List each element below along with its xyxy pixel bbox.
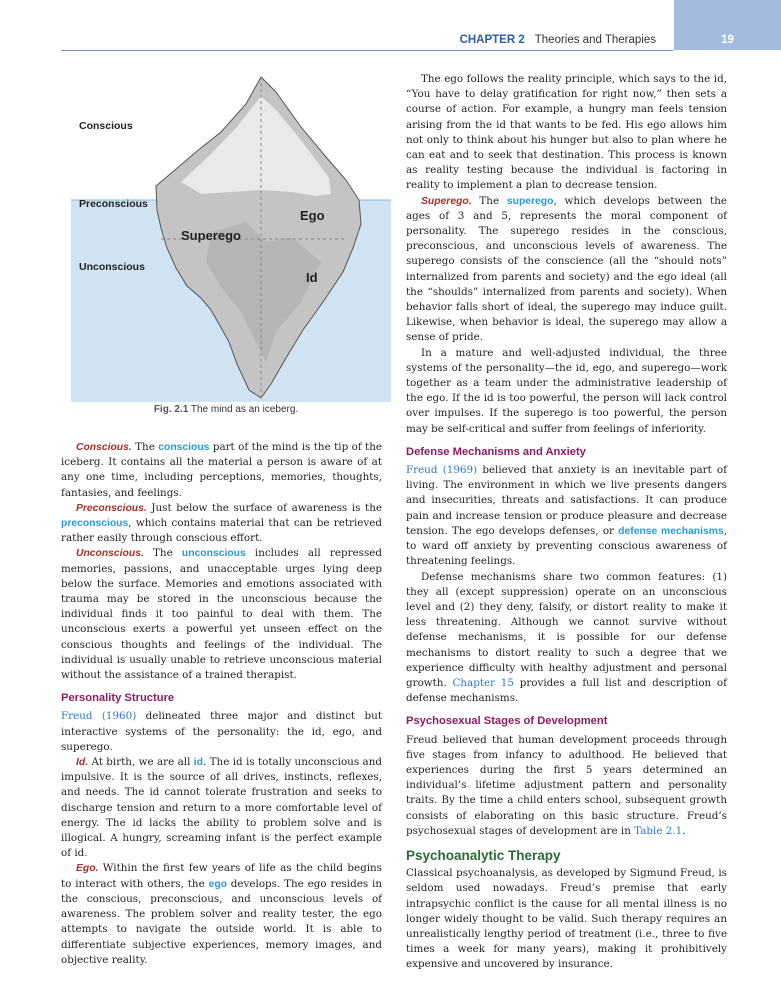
para-preconscious (61, 501, 382, 547)
para-defense-1 (406, 463, 727, 569)
para-personality (61, 709, 382, 755)
term-superego: Superego. (421, 195, 472, 207)
keyword-superego: superego (506, 195, 554, 207)
heading-defense-mechanisms: Defense Mechanisms and Anxiety (406, 445, 586, 458)
para-unconscious (61, 546, 382, 683)
text: provides a full list and description of defense mechanisms. (406, 676, 727, 705)
label-superego: Superego (181, 228, 241, 243)
para-ego (61, 861, 382, 967)
text: At birth, we are all (88, 756, 194, 769)
label-ego: Ego (300, 208, 325, 223)
keyword-unconscious: unconscious (181, 548, 246, 560)
term-unconscious: Unconscious. (76, 548, 144, 560)
para-id (61, 755, 382, 861)
keyword-conscious: conscious (158, 442, 210, 453)
text: . The id is totally unconscious and impulsive. It is the source of all drives, instincts, reflexes, and needs. The id cannot tolerate frustration and seeks to discharge tension and return to a more comfortable level of energy. The id lacks the ability to problem solve and is illogical. A hungry, screaming infant is the perfect example of id. (61, 756, 382, 860)
page-number: 19 (721, 34, 734, 46)
text: , to ward off anxiety by preventing conscious awareness of threatening feelings. (406, 524, 727, 568)
text: Freud believed that human development proceeds through five stages from infancy to adulthood. He believed that experiences during the first 5 years determined an individual’s lifetime adjustment pattern and personality traits. By the time a child enters school, subsequent growth consists of elaborating on this basic structure. Freud’s psychosexual stages of development are in (406, 733, 727, 837)
text: Defense mechanisms share two common features: (1) they all (except suppression) operate on an unconscious level and (2) they deny, falsify, or distort reality to make it less threatening. Although we cannot survive without defense mechanisms, it is possible for our defense mechanisms to distort reality to such a degree that we experience difficulty with healthy adjustment and personal growth. (406, 570, 727, 689)
chapter-title: Theories and Therapies (534, 34, 656, 46)
term-conscious: Conscious. (76, 442, 132, 453)
label-preconscious: Preconscious (79, 198, 148, 210)
term-preconscious: Preconscious. (76, 502, 147, 514)
running-header (380, 34, 656, 46)
text: Just below the surface of awareness is the (146, 501, 382, 514)
text: includes all repressed memories, passions, and unacceptable urges lying deep below the surface. Memories and emotions associated with trauma may be stored in the unconscious because the individual finds it too painful to deal with them. The unconscious exerts a powerful yet unseen effect on the conscious thoughts and feelings of the individual. The individual is usually unable to retrieve unconscious material without the assistance of a trained therapist. (61, 547, 383, 682)
left-column (61, 440, 382, 968)
text: develops. The ego resides in the conscious, preconscious, and unconscious levels of awareness. The problem solver and reality tester, the ego attempts to navigate the outside world. It is able to differentiate subjective experiences, memory images, and objective reality. (61, 877, 382, 966)
text: delineated three major and distinct but interactive systems of the personality: the id, ego, and superego. (61, 710, 382, 753)
text: The (471, 194, 507, 207)
para-ego-reality: The ego follows the reality principle, which says to the id, “You have to delay gratification for right now,” then sets a course of action. For example, a hungry man feels tension arising from the id that wants to be fed. His ego allows him not only to think about his hunger but also to plan where he can eat and to seek that destination. This process is known as reality testing because the individual is factoring in reality to implement a plan to decrease tension. (406, 73, 727, 192)
term-id: Id. (76, 757, 89, 769)
citation-freud-1969[interactable]: Freud (1969) (406, 464, 478, 477)
label-conscious: Conscious (79, 120, 133, 132)
label-unconscious: Unconscious (79, 261, 145, 273)
figure-caption-text: The mind as an iceberg. (190, 404, 299, 415)
keyword-preconscious: preconscious (61, 518, 129, 530)
right-column (406, 72, 727, 973)
chapter-label: CHAPTER 2 (459, 34, 525, 46)
text: The (131, 441, 159, 453)
page-number-tab (674, 0, 781, 50)
text: Within the first few years of life as the child begins to interact with others, the (61, 862, 382, 890)
para-mature: In a mature and well-adjusted individual, the three systems of the personality—the id, ego, and superego—work together as a team under the administrative leadership of the ego. If the id is too powerful, the person will lack control over impulses. If the superego is too powerful, the person may be self-critical and suffer from feelings of inferiority. (406, 346, 727, 435)
para-therapy: Classical psychoanalysis, as developed by Sigmund Freud, is seldom used nowadays. Freud’s premise that early intrapsychic conflict is the cause for all mental illness is no longer widely thought to be valid. Such therapy requires an unrealistically lengthy period of treatment (i.e., three to five times a week for many years), making it prohibitively expensive and uncovered by insurance. (406, 867, 727, 971)
para-psychosexual (406, 733, 727, 839)
keyword-ego: ego (208, 878, 227, 890)
iceberg-figure (61, 62, 391, 424)
text: The (143, 547, 182, 560)
link-table-2-1[interactable]: Table 2.1 (634, 824, 683, 837)
label-id: Id (306, 270, 318, 285)
citation-freud-1960[interactable]: Freud (1960) (61, 710, 137, 723)
para-defense-2 (406, 570, 727, 707)
keyword-id: id (193, 757, 203, 769)
heading-psychoanalytic-therapy: Psychoanalytic Therapy (406, 847, 561, 863)
text: believed that anxiety is an inevitable part of living. The environment in which we live presents dangers and insecurities, threats and satisfactions. It can produce pain and increase tension or produce pleasure and decrease tension. The ego develops defenses, or (406, 464, 727, 537)
text: part of the mind is the tip of the iceberg. It contains all the material a person is aware of at any one time, including perceptions, memories, thoughts, fantasies, and feelings. (61, 441, 382, 499)
text: . (682, 824, 686, 837)
term-ego: Ego. (76, 863, 99, 875)
para-superego (406, 194, 727, 346)
text: , which contains material that can be retrieved rather easily through conscious effort. (61, 517, 382, 545)
heading-psychosexual-stages: Psychosexual Stages of Development (406, 715, 608, 728)
para-conscious (61, 440, 382, 501)
text: , which develops between the ages of 3 and 5, represents the moral component of personality. The superego resides in the conscious, preconscious, and unconscious levels of awareness. The superego consists of the conscience (all the “should nots” internalized from parents and society) and the ego ideal (all the “shoulds” internalized from parents and society). When behavior falls short of ideal, the superego may induce guilt. Likewise, when behavior is ideal, the superego may allow a sense of pride. (406, 194, 727, 344)
heading-personality-structure: Personality Structure (61, 692, 175, 705)
figure-caption (61, 404, 391, 415)
keyword-defense-mechanisms: defense mechanisms (618, 525, 724, 537)
header-rule (61, 50, 673, 51)
link-chapter-15[interactable]: Chapter 15 (452, 676, 514, 689)
figure-number: Fig. 2.1 (153, 404, 189, 415)
